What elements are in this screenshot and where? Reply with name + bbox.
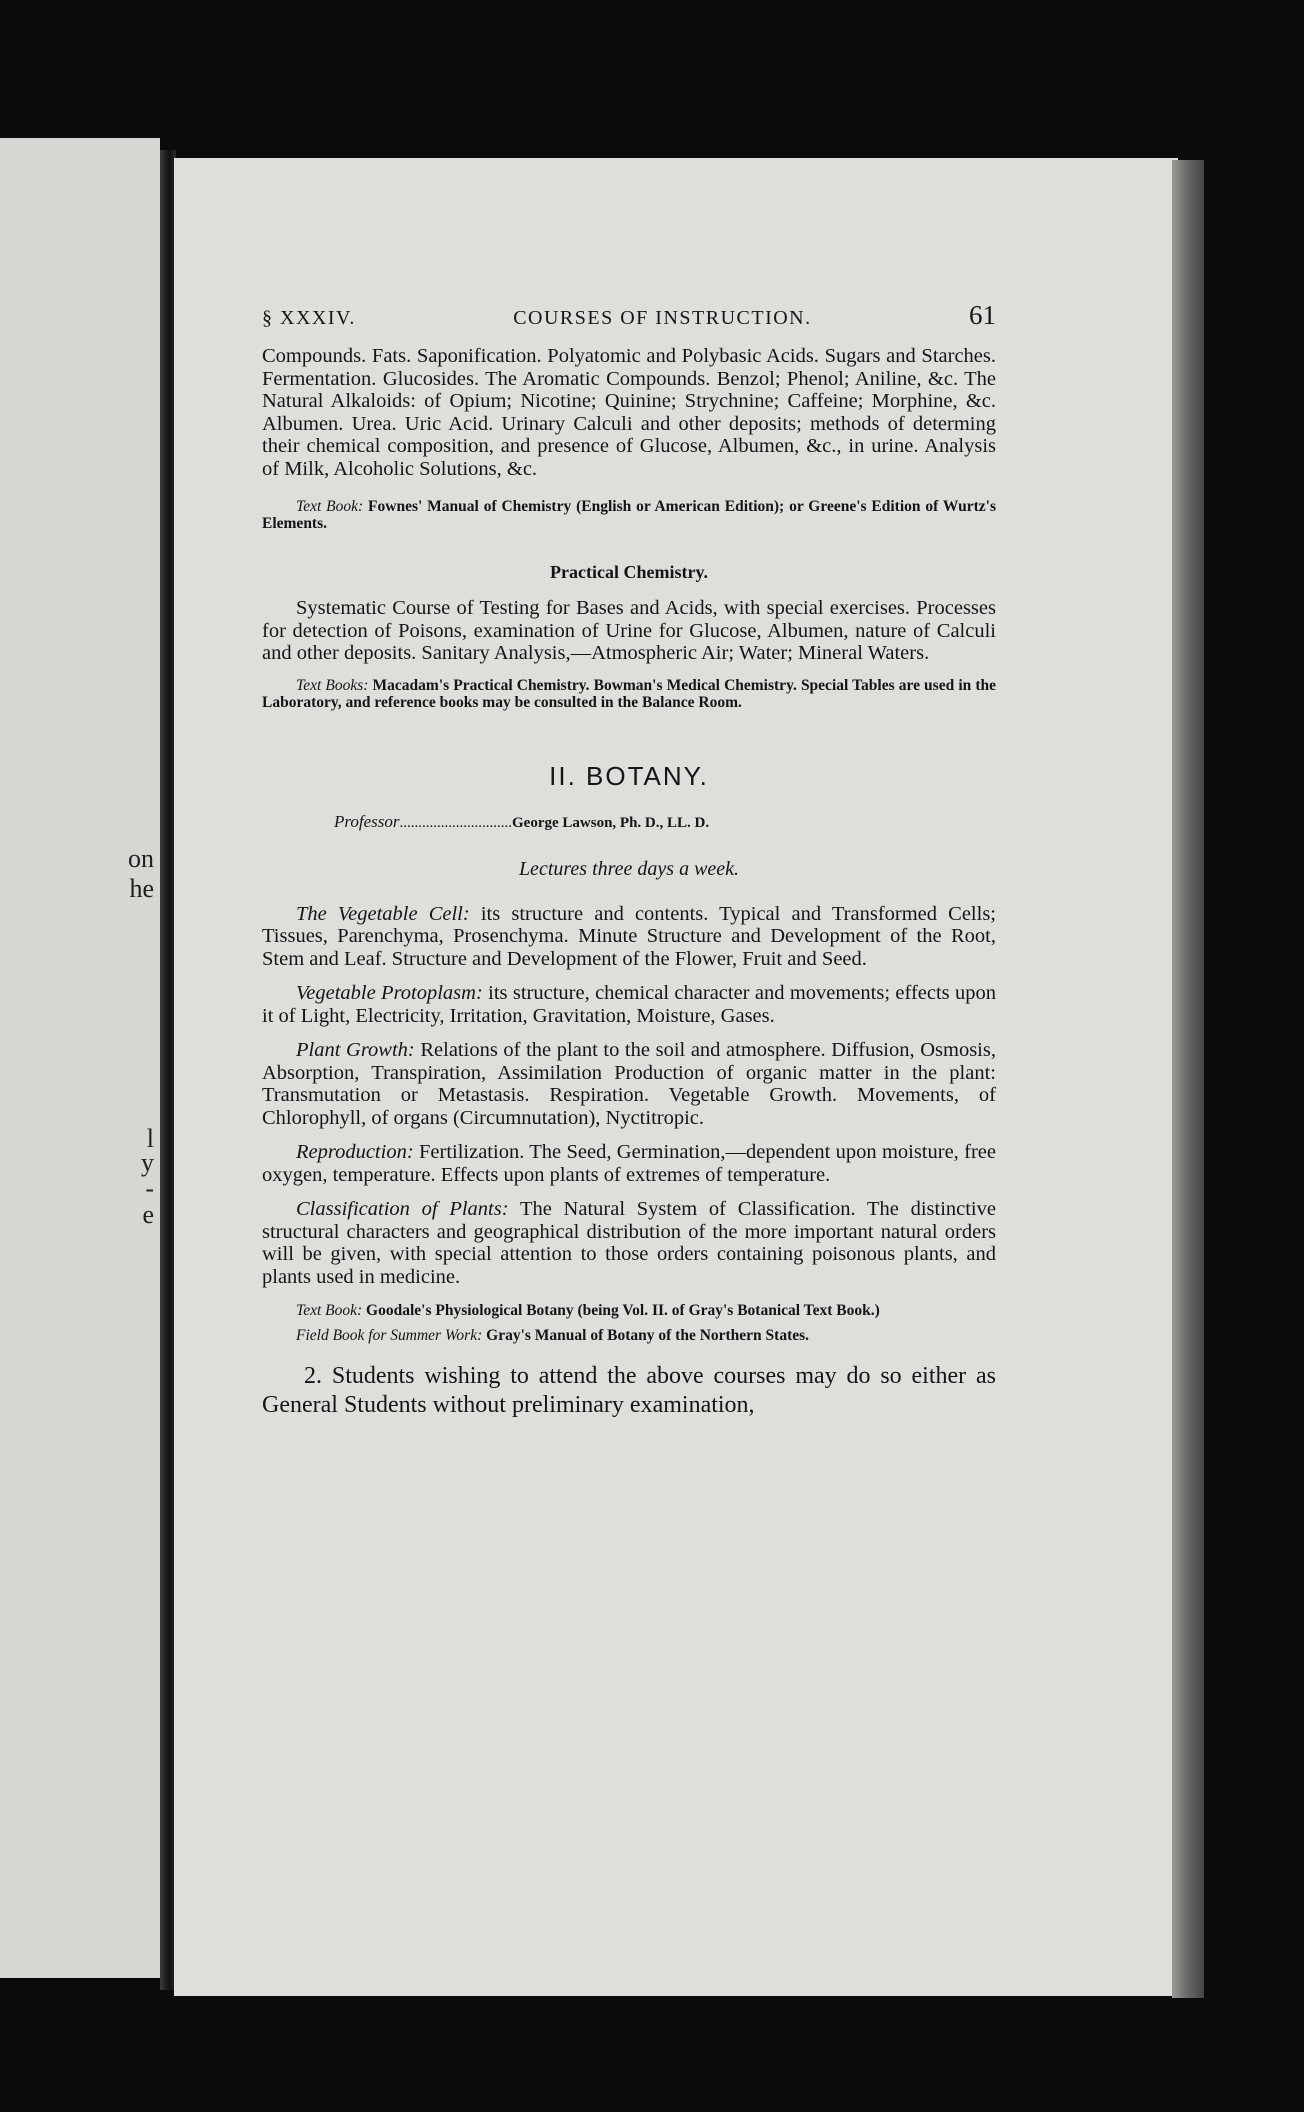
botany-paragraph: The Vegetable Cell: its structure and contents. Typical and Transformed Cells; Tissues, Parenchyma, Prosenchyma. Minute Structure and Development of the Root, Stem and Leaf. Structure and Development of the Flower, Fruit and Seed. [262,902,996,970]
practical-books: Text Books: Macadam's Practical Chemistry. Bowman's Medical Chemistry. Special Tables are used in the Laboratory, and reference books may be consulted in the Balance Room. [262,676,997,711]
section-number: § XXXIV. [262,307,356,329]
practical-body: Systematic Course of Testing for Bases and Acids, with special exercises. Processes for detection of Poisons, examination of Urine for Glucose, Albumen, nature of Calculi and other deposits. Sanitary Analysis,—Atmospheric Air; Water; Mineral Waters. [262,597,996,664]
running-header [262,300,996,331]
left-fragment: he [129,874,154,903]
botany-paragraph: Vegetable Protoplasm: its structure, chemical character and movements; effects upon it of Light, Electricity, Irritation, Gravitation, Moisture, Gases. [262,982,996,1027]
botany-textbook: Text Book: Goodale's Physiological Botany (being Vol. II. of Gray's Botanical Text Book.) [296,1302,880,1319]
lectures-note: Lectures three days a week. [518,857,740,880]
professor-line: Professor..............................George Lawson, Ph. D., LL. D. [334,811,710,831]
botany-paragraph: Classification of Plants: The Natural System of Classification. The distinctive structural characters and geographical distribution of the more important natural orders will be given, with special attention to those orders containing poisonous plants, and plants used in medicine. [262,1198,996,1288]
page-edge [1172,160,1204,1998]
page-number: 61 [968,300,996,330]
left-fragment: y [141,1148,154,1177]
botany-title: II. BOTANY. [549,760,709,791]
chem-textbook: Text Book: Fownes' Manual of Chemistry (English or American Edition); or Greene's Edition of Wurtz's Elements. [262,498,996,532]
chemistry-continuation: Compounds. Fats. Saponification. Polyatomic and Polybasic Acids. Sugars and Starches. Fermentation. Glucosides. The Aromatic Compounds. Benzol; Phenol; Aniline, &c. The Natural Alkaloids: of Opium; Nicotine; Quinine; Strychnine; Caffeine; Morphine, &c. Albumen. Urea. Uric Acid. Urinary Calculi and other deposits; methods of determing their chemical composition, and presence of Glucose, Albumen, &c., in urine. Analysis of Milk, Alcoholic Solutions, &c. [262,345,996,480]
left-fragment: on [128,844,154,873]
page-text [262,300,996,1420]
closing-paragraph: 2. Students wishing to attend the above courses may do so either as General Students without preliminary examination, [262,1363,996,1418]
left-facing-page [0,138,160,1978]
practical-heading: Practical Chemistry. [550,562,708,582]
botany-paragraph: Reproduction: Fertilization. The Seed, Germination,—dependent upon moisture, free oxygen, temperature. Effects upon plants of extremes of temperature. [262,1141,996,1186]
professor-name: George Lawson, Ph. D., LL. D. [512,814,710,831]
left-fragment: - [145,1174,154,1203]
botany-paragraph: Plant Growth: Relations of the plant to the soil and atmosphere. Diffusion, Osmosis, Absorption, Transpiration, Assimilation Production of organic matter in the plant: Transmutation or Metastasis. Respiration. Vegetable Growth. Movements, of Chlorophyll, of organs (Circumnutation), Nyctitropic. [262,1039,996,1129]
left-fragment: l [146,1124,154,1153]
botany-fieldbook: Field Book for Summer Work: Gray's Manual of Botany of the Northern States. [296,1327,810,1344]
left-fragment: e [142,1200,154,1229]
running-title: COURSES OF INSTRUCTION. [513,307,812,329]
